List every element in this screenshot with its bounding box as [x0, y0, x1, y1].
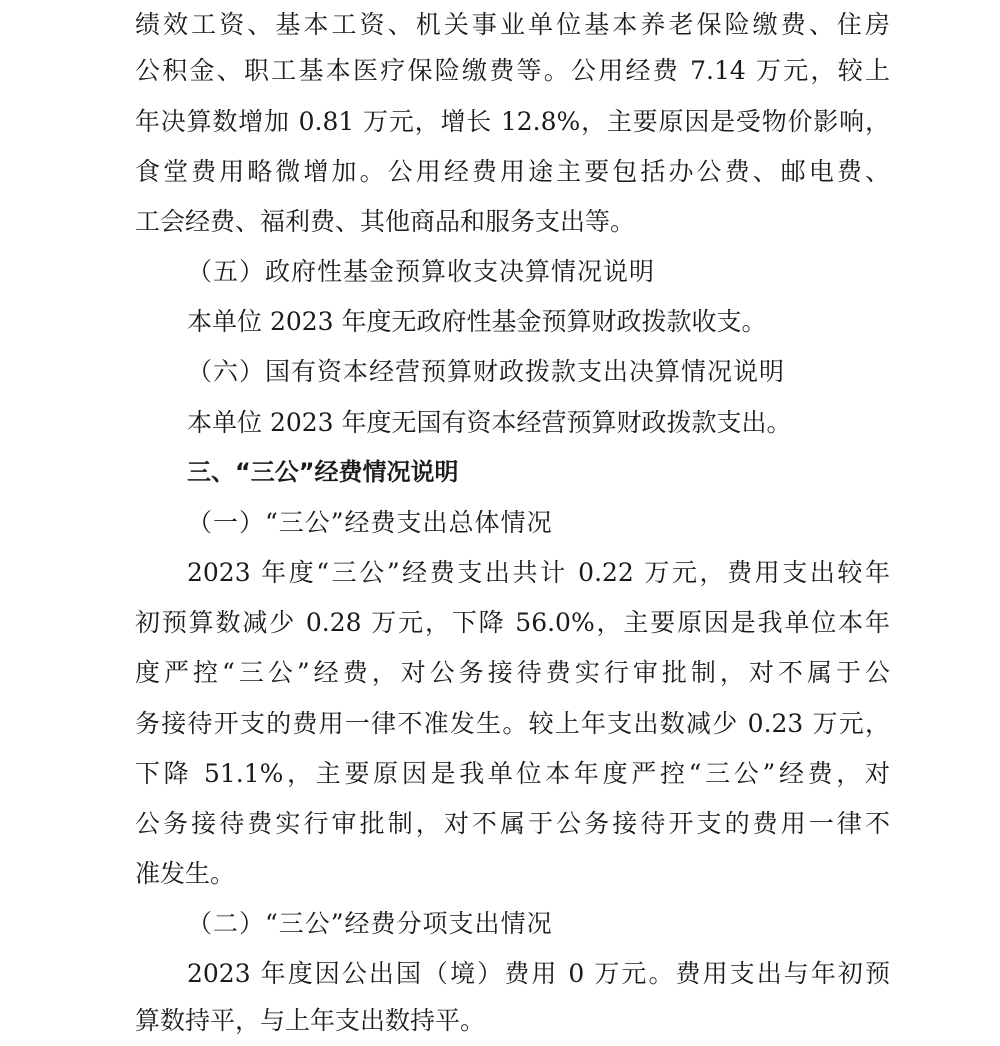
- text-line: 度严控“三公”经费，对公务接待费实行审批制，对不属于公: [135, 658, 890, 687]
- text-line: 绩效工资、基本工资、机关事业单位基本养老保险缴费、住房: [135, 10, 890, 39]
- text-line: 2023 年度因公出国（境）费用 0 万元。费用支出与年初预: [187, 959, 890, 988]
- part-heading-three-public-expenses: 三、“三公”经费情况说明: [187, 458, 459, 486]
- text-line: 公务接待费实行审批制，对不属于公务接待开支的费用一律不: [135, 809, 890, 838]
- text-line: 工会经费、福利费、其他商品和服务支出等。: [135, 207, 636, 236]
- text-line: 公积金、职工基本医疗保险缴费等。公用经费 7.14 万元，较上: [135, 56, 890, 85]
- text-line: 下降 51.1%，主要原因是我单位本年度严控“三公”经费，对: [135, 759, 890, 788]
- section-heading-government-fund: （五）政府性基金预算收支决算情况说明: [187, 257, 656, 286]
- text-line: 准发生。: [135, 859, 236, 888]
- text-line: 务接待开支的费用一律不准发生。较上年支出数减少 0.23 万元，: [135, 709, 890, 738]
- subsection-heading-overall: （一）“三公”经费支出总体情况: [187, 508, 553, 537]
- text-line: 2023 年度“三公”经费支出共计 0.22 万元，费用支出较年: [187, 558, 890, 587]
- section-body-government-fund: 本单位 2023 年度无政府性基金预算财政拨款收支。: [187, 307, 767, 336]
- section-heading-state-capital: （六）国有资本经营预算财政拨款支出决算情况说明: [187, 357, 786, 386]
- text-line: 食堂费用略微增加。公用经费用途主要包括办公费、邮电费、: [135, 157, 890, 186]
- section-body-state-capital: 本单位 2023 年度无国有资本经营预算财政拨款支出。: [187, 408, 792, 437]
- text-line: 初预算数减少 0.28 万元，下降 56.0%，主要原因是我单位本年: [135, 608, 890, 637]
- text-line: 年决算数增加 0.81 万元，增长 12.8%，主要原因是受物价影响，: [135, 107, 890, 136]
- subsection-heading-itemized: （二）“三公”经费分项支出情况: [187, 909, 553, 938]
- text-line: 算数持平，与上年支出数持平。: [135, 1006, 486, 1035]
